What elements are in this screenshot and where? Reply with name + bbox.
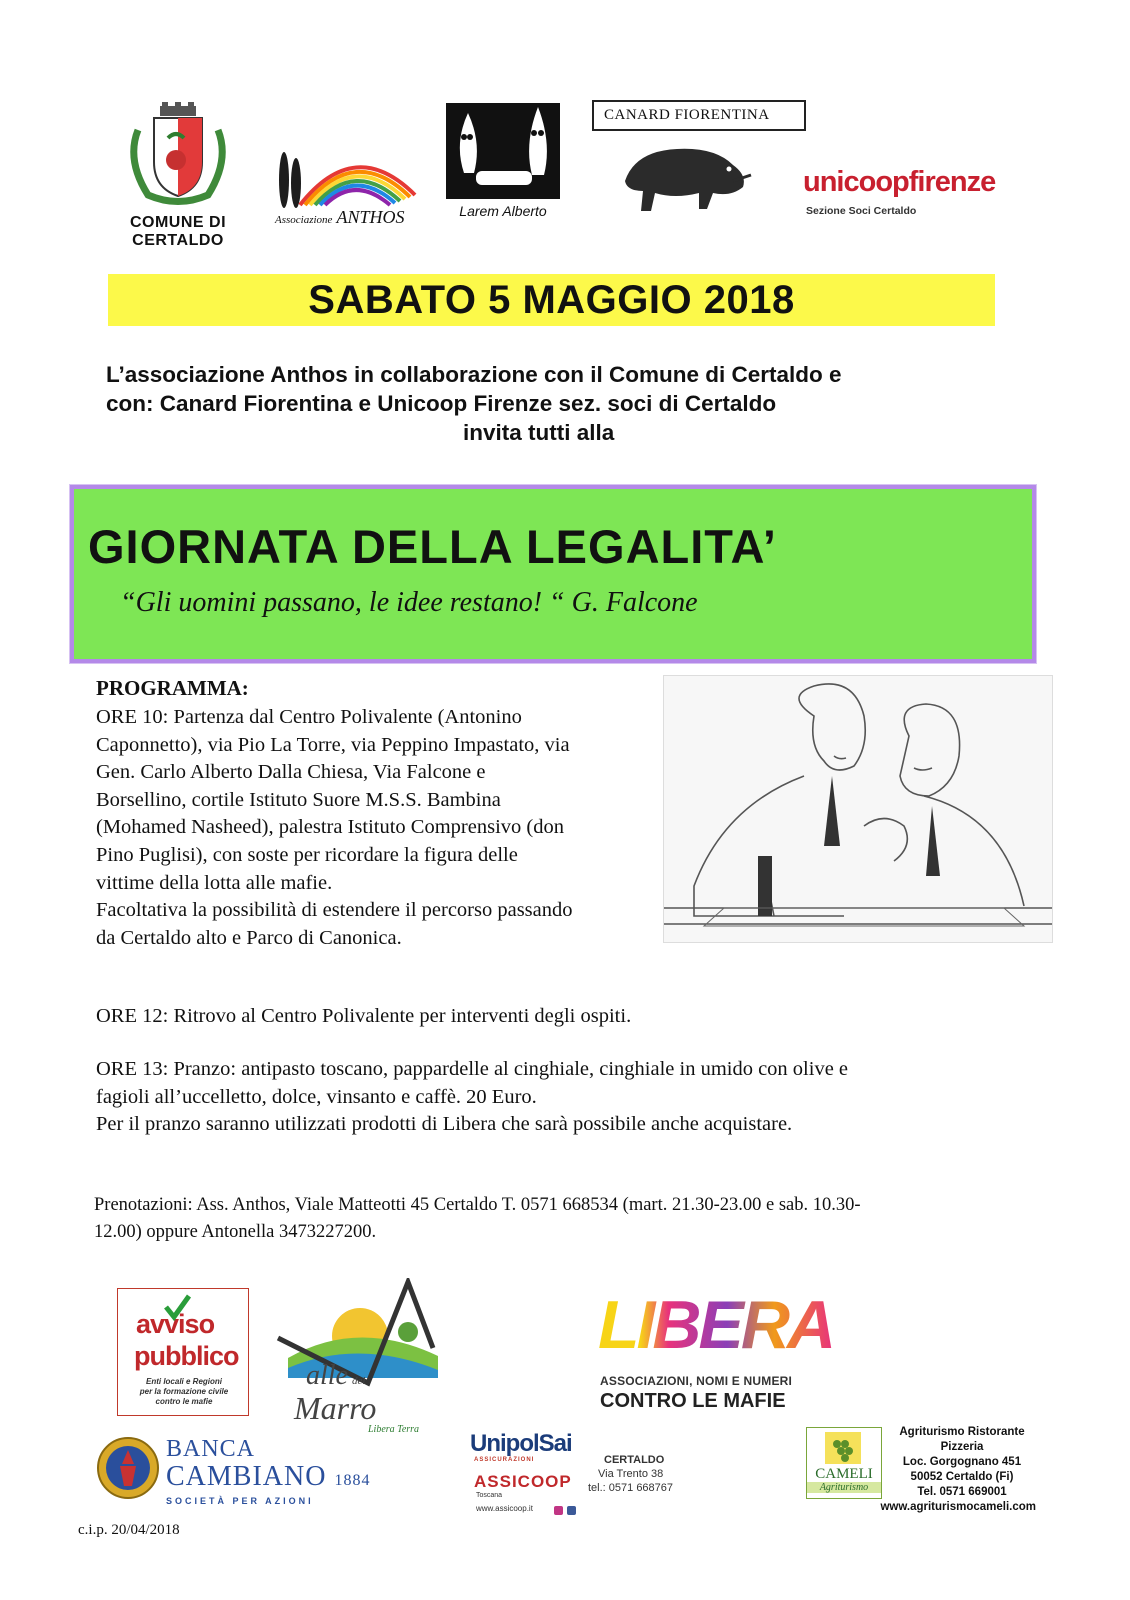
booking-line: 12.00) oppure Antonella 3473227200. [94, 1222, 377, 1242]
larem-alberto-logo [446, 103, 560, 223]
instagram-icon [554, 1506, 563, 1515]
libera-wordmark: LIBERA [598, 1287, 834, 1363]
program-ore10 [96, 704, 666, 952]
anthos-logo [270, 135, 420, 230]
booking-line: Prenotazioni: Ass. Anthos, Viale Matteotti 45 Certaldo T. 0571 668534 (mart. 21.30-23.00 e sab. 10.30- [94, 1195, 861, 1215]
avviso-word: avviso [136, 1309, 215, 1339]
social-icons [554, 1502, 578, 1512]
valle-subtitle: Libera Terra [368, 1424, 420, 1435]
falcone-borsellino-sketch [663, 675, 1053, 943]
booking-info [94, 1192, 1044, 1246]
valle-name: alle del [306, 1360, 366, 1391]
checkmark-icon [162, 1293, 192, 1323]
avviso-subtitle: Enti locali e Regioni per la formazione civile contro le mafie [139, 1377, 229, 1406]
footer-cip: c.i.p. 20/04/2018 [78, 1522, 180, 1538]
libera-subtitle: ASSOCIAZIONI, NOMI E NUMERI [600, 1374, 793, 1388]
cameli-brand: CAMELI [815, 1466, 873, 1482]
assicoop-address: Via Trento 38 [598, 1468, 664, 1480]
intro-line-1: L’associazione Anthos in collaborazione con il Comune di Certaldo e [106, 362, 842, 387]
unipolsai-sub: ASSICURAZIONI [474, 1457, 535, 1463]
intro-text [106, 360, 1006, 447]
event-title: GIORNATA DELLA LEGALITA’ [88, 520, 777, 573]
comune-name: COMUNE DI CERTALDO [129, 214, 227, 249]
libera-tagline: CONTRO LE MAFIE [600, 1390, 786, 1412]
facebook-icon [567, 1506, 576, 1515]
banca-cambiano-logo [96, 1432, 371, 1512]
unipolsai-name: UnipolSai [470, 1430, 572, 1457]
program-line: Per il pranzo saranno utilizzati prodotti di Libera che sarà possibile anche acquistare. [96, 1113, 793, 1136]
libera-logo [590, 1286, 834, 1421]
program-line: Gen. Carlo Alberto Dalla Chiesa, Via Falcone e [96, 761, 486, 784]
marro-name: Marro [294, 1390, 377, 1426]
program-line: fagioli all’uccelletto, dolce, vinsanto e caffè. 20 Euro. [96, 1085, 537, 1108]
program-line: vittime della lotta alle mafie. [96, 871, 333, 894]
program-line: ORE 13: Pranzo: antipasto toscano, pappardelle al cinghiale, cinghiale in umido con olive e [96, 1058, 849, 1080]
intro-line-2: con: Canard Fiorentina e Unicoop Firenze sez. soci di Certaldo [106, 391, 777, 416]
event-quote: “Gli uomini passano, le idee restano! “ G. Falcone [120, 587, 698, 618]
boar-icon [615, 133, 755, 218]
intro-line-3: invita tutti alla [463, 420, 615, 445]
rainbow-cypress-icon [270, 135, 420, 210]
avviso-pubblico-logo [117, 1288, 249, 1416]
banca-name: BANCA CAMBIANO 1884 SOCIETÀ PER AZIONI [166, 1436, 371, 1506]
coat-of-arms-icon [118, 100, 238, 210]
date-band [108, 274, 995, 326]
assicoop-toscana: Toscana [476, 1492, 503, 1499]
cameli-website: www.agriturismocameli.com [880, 1501, 1036, 1513]
program-line: Pino Puglisi), con soste per ricordare la figura delle [96, 843, 518, 866]
program-line: (Mohamed Nasheed), palestra Istituto Comprensivo (don [96, 816, 564, 839]
assicoop-phone: tel.: 0571 668767 [588, 1482, 674, 1494]
pubblico-word: pubblico [134, 1341, 239, 1371]
program-ore12: ORE 12: Ritrovo al Centro Polivalente per interventi degli ospiti. [96, 1005, 632, 1027]
canard-fiorentina-label: CANARD FIORENTINA [592, 100, 806, 131]
program-line: ORE 10: Partenza dal Centro Polivalente (Antonino [96, 706, 522, 728]
assicoop-city: CERTALDO [604, 1454, 665, 1466]
cameli-info: Agriturismo Ristorante Pizzeria Loc. Gorgognano 451 50052 Certaldo (Fi) Tel. 0571 669001 [899, 1426, 1025, 1498]
unipolsai-assicoop-logo [470, 1430, 690, 1520]
program-ore13 [96, 1056, 1016, 1139]
unicoop-brand: unicoopfirenze [803, 166, 996, 198]
unicoop-section: Sezione Soci Certaldo [806, 205, 917, 217]
grapes-icon [823, 1430, 863, 1466]
larem-alberto-name: Larem Alberto [459, 203, 547, 219]
program-heading: PROGRAMMA: [96, 676, 249, 700]
cameli-badge [806, 1427, 882, 1499]
bank-crest-icon [96, 1436, 160, 1500]
program-line: Borsellino, cortile Istituto Suore M.S.S. Bambina [96, 788, 501, 811]
comune-logo [118, 100, 238, 250]
event-title-box [70, 485, 1036, 663]
anthos-name: Associazione ANTHOS [275, 207, 405, 227]
sketch-figures-icon [664, 676, 1052, 942]
valle-del-marro-logo [268, 1278, 448, 1438]
assicoop-name: ASSICOOP [474, 1472, 572, 1491]
cameli-brand-sub: Agriturismo [807, 1482, 881, 1493]
program-line: da Certaldo alto e Parco di Canonica. [96, 926, 402, 949]
cameli-agriturismo-logo [806, 1425, 1036, 1520]
assicoop-web: www.assicoop.it [476, 1504, 533, 1513]
program-line: Caponnetto), via Pio La Torre, via Peppino Impastato, via [96, 733, 570, 756]
event-date: SABATO 5 MAGGIO 2018 [308, 278, 795, 322]
program-line: Facoltativa la possibilità di estendere il percorso passando [96, 899, 573, 922]
